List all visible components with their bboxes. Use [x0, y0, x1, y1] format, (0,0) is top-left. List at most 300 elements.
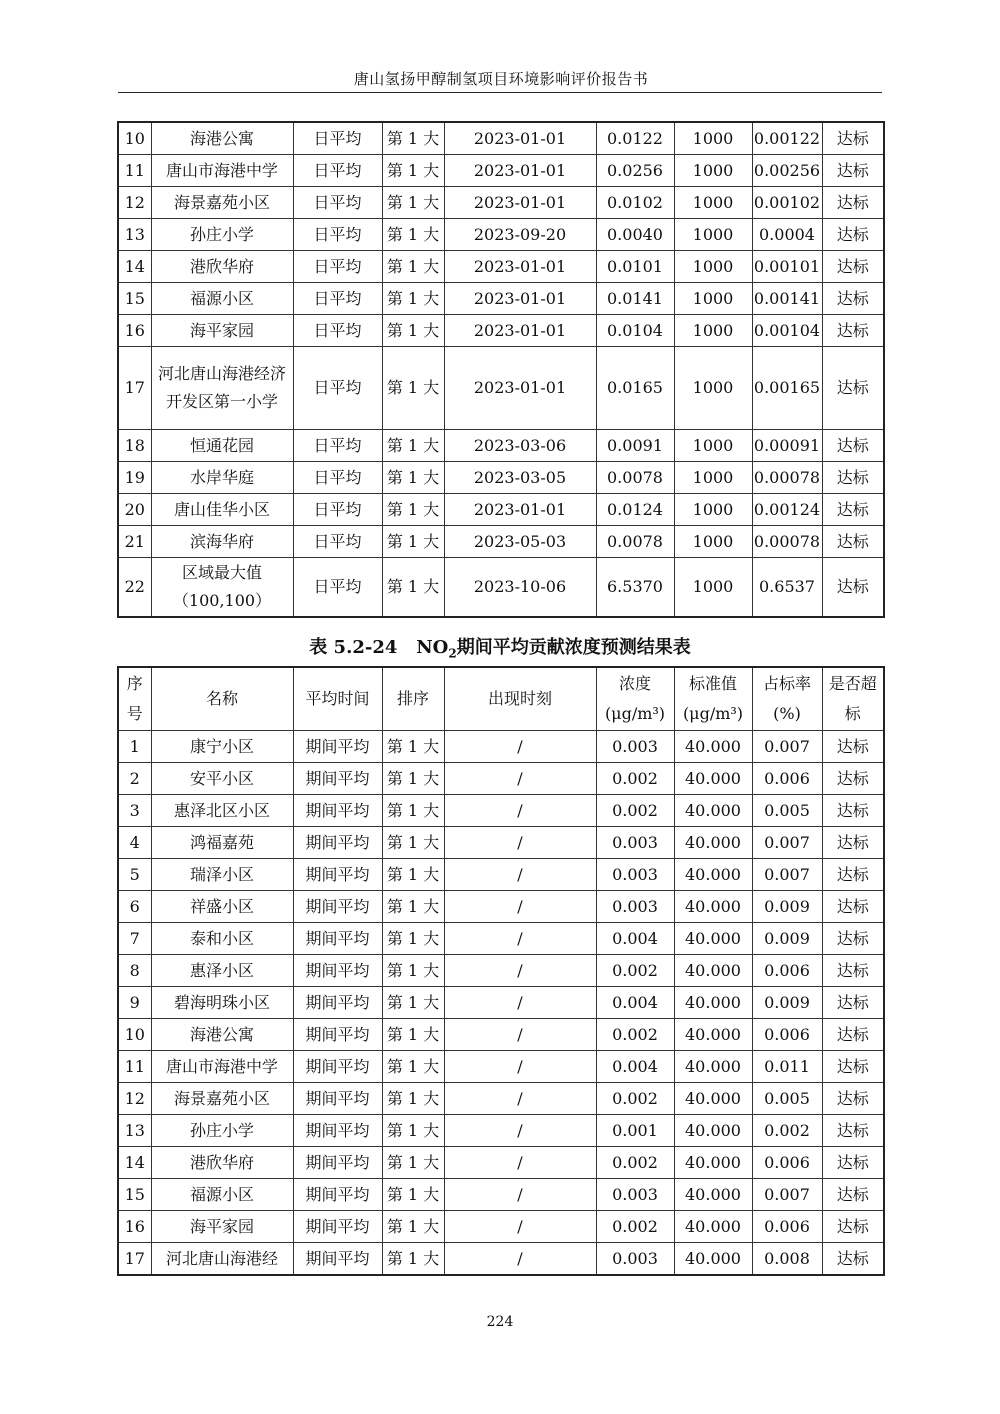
- cell-status: 达标: [822, 283, 884, 315]
- cell-name: 孙庄小学: [151, 219, 293, 251]
- cell-seq: 17: [118, 347, 151, 430]
- cell-ratio: 0.00124: [752, 494, 822, 526]
- cell-name: 河北唐山海港经: [151, 1243, 293, 1276]
- header-std-unit: (μg/m³): [682, 704, 744, 723]
- header-ratio-label: 占标率: [762, 674, 811, 693]
- table-row: [118, 859, 884, 891]
- cell-avg-time: 期间平均: [293, 763, 382, 795]
- header-conc-unit: (μg/m³): [604, 704, 666, 723]
- cell-ratio: 0.009: [752, 987, 822, 1019]
- cell-ratio: 0.00078: [752, 462, 822, 494]
- cell-ratio: 0.006: [752, 955, 822, 987]
- cell-ratio: 0.006: [752, 1211, 822, 1243]
- header-ratio: [752, 667, 822, 731]
- cell-name: 海平家园: [151, 1211, 293, 1243]
- cell-ratio: 0.007: [752, 859, 822, 891]
- cell-std: 1000: [674, 187, 752, 219]
- cell-conc: 0.002: [596, 1083, 674, 1115]
- cell-avg-time: 日平均: [293, 155, 382, 187]
- cell-rank: 第 1 大: [382, 795, 444, 827]
- cell-std: 1000: [674, 430, 752, 462]
- header-avg-time: 平均时间: [293, 667, 382, 731]
- cell-std: 1000: [674, 122, 752, 155]
- cell-time: 2023-01-01: [444, 251, 596, 283]
- cell-conc: 0.0256: [596, 155, 674, 187]
- cell-seq: 22: [118, 558, 151, 618]
- cell-name: 祥盛小区: [151, 891, 293, 923]
- cell-time: /: [444, 891, 596, 923]
- cell-name: 海港公寓: [151, 122, 293, 155]
- cell-time: /: [444, 795, 596, 827]
- cell-rank: 第 1 大: [382, 430, 444, 462]
- cell-rank: 第 1 大: [382, 1115, 444, 1147]
- cell-conc: 0.0124: [596, 494, 674, 526]
- cell-seq: 11: [118, 1051, 151, 1083]
- cell-time: /: [444, 1147, 596, 1179]
- cell-name: 海港公寓: [151, 1019, 293, 1051]
- cell-conc: 0.002: [596, 763, 674, 795]
- cell-time: 2023-09-20: [444, 219, 596, 251]
- cell-status: 达标: [822, 955, 884, 987]
- cell-name: 唐山佳华小区: [151, 494, 293, 526]
- cell-rank: 第 1 大: [382, 315, 444, 347]
- cell-std: 1000: [674, 347, 752, 430]
- cell-rank: 第 1 大: [382, 1179, 444, 1211]
- cell-avg-time: 期间平均: [293, 1211, 382, 1243]
- caption-sub: 2: [448, 646, 457, 661]
- cell-status: 达标: [822, 1211, 884, 1243]
- header-time: 出现时刻: [444, 667, 596, 731]
- cell-avg-time: 日平均: [293, 347, 382, 430]
- cell-rank: 第 1 大: [382, 1019, 444, 1051]
- cell-seq: 11: [118, 155, 151, 187]
- cell-name: 鸿福嘉苑: [151, 827, 293, 859]
- cell-seq: 1: [118, 731, 151, 763]
- cell-std: 40.000: [674, 763, 752, 795]
- table-row: [118, 1051, 884, 1083]
- cell-time: /: [444, 987, 596, 1019]
- cell-name: 水岸华庭: [151, 462, 293, 494]
- cell-seq: 18: [118, 430, 151, 462]
- table-row: [118, 283, 884, 315]
- cell-std: 40.000: [674, 1211, 752, 1243]
- caption-title: 期间平均贡献浓度预测结果表: [456, 637, 691, 658]
- cell-name: 唐山市海港中学: [151, 155, 293, 187]
- cell-seq: 12: [118, 1083, 151, 1115]
- cell-time: /: [444, 923, 596, 955]
- cell-status: 达标: [822, 155, 884, 187]
- cell-name: 海平家园: [151, 315, 293, 347]
- cell-avg-time: 期间平均: [293, 1083, 382, 1115]
- cell-std: 1000: [674, 251, 752, 283]
- cell-conc: 0.0078: [596, 526, 674, 558]
- cell-ratio: 0.00078: [752, 526, 822, 558]
- cell-name: 康宁小区: [151, 731, 293, 763]
- cell-std: 40.000: [674, 1115, 752, 1147]
- table-row: [118, 494, 884, 526]
- cell-name: 惠泽北区小区: [151, 795, 293, 827]
- cell-std: 40.000: [674, 955, 752, 987]
- table-row: [118, 1243, 884, 1276]
- cell-avg-time: 日平均: [293, 283, 382, 315]
- cell-std: 40.000: [674, 795, 752, 827]
- cell-status: 达标: [822, 526, 884, 558]
- cell-rank: 第 1 大: [382, 1211, 444, 1243]
- cell-status: 达标: [822, 1115, 884, 1147]
- cell-conc: 0.0091: [596, 430, 674, 462]
- cell-seq: 7: [118, 923, 151, 955]
- cell-rank: 第 1 大: [382, 987, 444, 1019]
- cell-rank: 第 1 大: [382, 1243, 444, 1276]
- cell-conc: 0.003: [596, 1179, 674, 1211]
- cell-ratio: 0.00091: [752, 430, 822, 462]
- cell-status: 达标: [822, 795, 884, 827]
- caption-prefix: 表 5.2-24: [309, 637, 398, 658]
- header-ratio-unit: (%): [773, 704, 801, 723]
- table-row: [118, 731, 884, 763]
- cell-conc: 0.001: [596, 1115, 674, 1147]
- cell-avg-time: 期间平均: [293, 1243, 382, 1276]
- table-row: [118, 1083, 884, 1115]
- cell-ratio: 0.011: [752, 1051, 822, 1083]
- cell-std: 1000: [674, 315, 752, 347]
- cell-time: 2023-01-01: [444, 122, 596, 155]
- cell-ratio: 0.00141: [752, 283, 822, 315]
- cell-name: 福源小区: [151, 283, 293, 315]
- cell-ratio: 0.006: [752, 763, 822, 795]
- cell-time: /: [444, 859, 596, 891]
- cell-time: /: [444, 1243, 596, 1276]
- cell-status: 达标: [822, 987, 884, 1019]
- cell-status: 达标: [822, 1083, 884, 1115]
- cell-seq: 8: [118, 955, 151, 987]
- cell-std: 1000: [674, 155, 752, 187]
- cell-ratio: 0.005: [752, 795, 822, 827]
- cell-time: /: [444, 1211, 596, 1243]
- cell-status: 达标: [822, 1051, 884, 1083]
- cell-status: 达标: [822, 122, 884, 155]
- cell-seq: 13: [118, 219, 151, 251]
- cell-conc: 0.002: [596, 955, 674, 987]
- cell-std: 40.000: [674, 1179, 752, 1211]
- cell-rank: 第 1 大: [382, 219, 444, 251]
- cell-name: 安平小区: [151, 763, 293, 795]
- cell-rank: 第 1 大: [382, 526, 444, 558]
- cell-conc: 6.5370: [596, 558, 674, 618]
- cell-ratio: 0.00104: [752, 315, 822, 347]
- cell-ratio: 0.008: [752, 1243, 822, 1276]
- cell-conc: 0.004: [596, 923, 674, 955]
- cell-ratio: 0.007: [752, 1179, 822, 1211]
- cell-time: 2023-01-01: [444, 347, 596, 430]
- cell-std: 40.000: [674, 1147, 752, 1179]
- cell-status: 达标: [822, 1147, 884, 1179]
- cell-conc: 0.0101: [596, 251, 674, 283]
- cell-ratio: 0.00102: [752, 187, 822, 219]
- header-name: 名称: [151, 667, 293, 731]
- cell-time: /: [444, 731, 596, 763]
- cell-avg-time: 日平均: [293, 187, 382, 219]
- cell-name: 惠泽小区: [151, 955, 293, 987]
- cell-seq: 21: [118, 526, 151, 558]
- cell-rank: 第 1 大: [382, 763, 444, 795]
- cell-name: 滨海华府: [151, 526, 293, 558]
- table-row: [118, 187, 884, 219]
- cell-status: 达标: [822, 891, 884, 923]
- table-row: [118, 122, 884, 155]
- cell-avg-time: 日平均: [293, 494, 382, 526]
- table-row: [118, 347, 884, 430]
- cell-status: 达标: [822, 731, 884, 763]
- cell-rank: 第 1 大: [382, 283, 444, 315]
- table-row: [118, 1179, 884, 1211]
- cell-conc: 0.0122: [596, 122, 674, 155]
- cell-seq: 10: [118, 1019, 151, 1051]
- cell-rank: 第 1 大: [382, 187, 444, 219]
- header-std: [674, 667, 752, 731]
- cell-rank: 第 1 大: [382, 1051, 444, 1083]
- cell-std: 1000: [674, 283, 752, 315]
- cell-time: /: [444, 827, 596, 859]
- cell-std: 1000: [674, 219, 752, 251]
- cell-rank: 第 1 大: [382, 462, 444, 494]
- cell-seq: 17: [118, 1243, 151, 1276]
- cell-conc: 0.004: [596, 1051, 674, 1083]
- cell-conc: 0.003: [596, 827, 674, 859]
- cell-conc: 0.0078: [596, 462, 674, 494]
- cell-ratio: 0.009: [752, 923, 822, 955]
- cell-ratio: 0.007: [752, 731, 822, 763]
- cell-rank: 第 1 大: [382, 122, 444, 155]
- cell-rank: 第 1 大: [382, 955, 444, 987]
- table2-header-row: [118, 667, 884, 731]
- table-row: [118, 430, 884, 462]
- cell-rank: 第 1 大: [382, 923, 444, 955]
- cell-avg-time: 日平均: [293, 430, 382, 462]
- cell-seq: 15: [118, 1179, 151, 1211]
- cell-seq: 2: [118, 763, 151, 795]
- cell-seq: 9: [118, 987, 151, 1019]
- cell-status: 达标: [822, 859, 884, 891]
- cell-seq: 19: [118, 462, 151, 494]
- header-std-label: 标准值: [688, 674, 737, 693]
- cell-name: 碧海明珠小区: [151, 987, 293, 1019]
- cell-time: /: [444, 1115, 596, 1147]
- cell-name: 海景嘉苑小区: [151, 1083, 293, 1115]
- cell-std: 1000: [674, 494, 752, 526]
- cell-std: 40.000: [674, 731, 752, 763]
- cell-status: 达标: [822, 494, 884, 526]
- cell-seq: 6: [118, 891, 151, 923]
- cell-avg-time: 日平均: [293, 558, 382, 618]
- cell-conc: 0.004: [596, 987, 674, 1019]
- cell-avg-time: 期间平均: [293, 955, 382, 987]
- table-row: [118, 955, 884, 987]
- cell-std: 40.000: [674, 891, 752, 923]
- cell-seq: 13: [118, 1115, 151, 1147]
- cell-status: 达标: [822, 347, 884, 430]
- cell-status: 达标: [822, 558, 884, 618]
- cell-conc: 0.003: [596, 891, 674, 923]
- cell-name: 孙庄小学: [151, 1115, 293, 1147]
- cell-avg-time: 日平均: [293, 219, 382, 251]
- cell-name: 瑞泽小区: [151, 859, 293, 891]
- table-row: [118, 526, 884, 558]
- cell-rank: 第 1 大: [382, 494, 444, 526]
- cell-time: 2023-05-03: [444, 526, 596, 558]
- cell-name: 恒通花园: [151, 430, 293, 462]
- cell-seq: 12: [118, 187, 151, 219]
- cell-status: 达标: [822, 462, 884, 494]
- cell-name: 河北唐山海港经济开发区第一小学: [151, 347, 293, 430]
- cell-std: 40.000: [674, 1243, 752, 1276]
- cell-ratio: 0.00122: [752, 122, 822, 155]
- cell-std: 40.000: [674, 987, 752, 1019]
- cell-status: 达标: [822, 430, 884, 462]
- cell-std: 40.000: [674, 859, 752, 891]
- cell-conc: 0.0104: [596, 315, 674, 347]
- cell-ratio: 0.6537: [752, 558, 822, 618]
- cell-avg-time: 日平均: [293, 462, 382, 494]
- cell-ratio: 0.002: [752, 1115, 822, 1147]
- cell-time: 2023-10-06: [444, 558, 596, 618]
- cell-conc: 0.002: [596, 1019, 674, 1051]
- cell-rank: 第 1 大: [382, 1083, 444, 1115]
- cell-avg-time: 期间平均: [293, 859, 382, 891]
- cell-ratio: 0.0004: [752, 219, 822, 251]
- cell-rank: 第 1 大: [382, 859, 444, 891]
- cell-ratio: 0.006: [752, 1019, 822, 1051]
- running-header: 唐山氢扬甲醇制氢项目环境影响评价报告书: [353, 70, 649, 88]
- cell-conc: 0.003: [596, 1243, 674, 1276]
- cell-rank: 第 1 大: [382, 827, 444, 859]
- cell-time: /: [444, 955, 596, 987]
- cell-time: 2023-01-01: [444, 283, 596, 315]
- cell-avg-time: 期间平均: [293, 1051, 382, 1083]
- cell-status: 达标: [822, 187, 884, 219]
- table-row: [118, 219, 884, 251]
- cell-conc: 0.0040: [596, 219, 674, 251]
- cell-ratio: 0.007: [752, 827, 822, 859]
- cell-avg-time: 日平均: [293, 526, 382, 558]
- table-row: [118, 1019, 884, 1051]
- cell-ratio: 0.005: [752, 1083, 822, 1115]
- caption-no: NO: [416, 637, 449, 658]
- table-row: [118, 1115, 884, 1147]
- cell-conc: 0.002: [596, 795, 674, 827]
- cell-avg-time: 期间平均: [293, 1147, 382, 1179]
- cell-name: 唐山市海港中学: [151, 1051, 293, 1083]
- header-exceed: 是否超标: [822, 667, 884, 731]
- cell-seq: 14: [118, 251, 151, 283]
- table-row: [118, 923, 884, 955]
- cell-seq: 14: [118, 1147, 151, 1179]
- cell-rank: 第 1 大: [382, 558, 444, 618]
- cell-rank: 第 1 大: [382, 155, 444, 187]
- cell-rank: 第 1 大: [382, 731, 444, 763]
- cell-std: 40.000: [674, 1051, 752, 1083]
- cell-name: 港欣华府: [151, 251, 293, 283]
- table-row: [118, 795, 884, 827]
- cell-seq: 20: [118, 494, 151, 526]
- table-no2-period-average: [117, 666, 885, 1276]
- cell-status: 达标: [822, 827, 884, 859]
- table-row: [118, 827, 884, 859]
- cell-status: 达标: [822, 1243, 884, 1276]
- cell-conc: 0.0102: [596, 187, 674, 219]
- table1-body: [118, 122, 884, 617]
- header-seq: 序号: [118, 667, 151, 731]
- cell-ratio: 0.00165: [752, 347, 822, 430]
- cell-std: 40.000: [674, 1083, 752, 1115]
- cell-conc: 0.003: [596, 859, 674, 891]
- header-conc: [596, 667, 674, 731]
- cell-avg-time: 期间平均: [293, 987, 382, 1019]
- cell-avg-time: 期间平均: [293, 1019, 382, 1051]
- header-rank: 排序: [382, 667, 444, 731]
- cell-seq: 10: [118, 122, 151, 155]
- header-rule: [118, 92, 882, 93]
- cell-avg-time: 期间平均: [293, 827, 382, 859]
- cell-name: 区域最大值（100,100）: [151, 558, 293, 618]
- header-conc-label: 浓度: [618, 674, 651, 693]
- cell-conc: 0.0141: [596, 283, 674, 315]
- cell-avg-time: 期间平均: [293, 1115, 382, 1147]
- cell-seq: 15: [118, 283, 151, 315]
- cell-rank: 第 1 大: [382, 251, 444, 283]
- table-row: [118, 1211, 884, 1243]
- cell-ratio: 0.006: [752, 1147, 822, 1179]
- cell-time: 2023-01-01: [444, 315, 596, 347]
- table-daily-average-continued: [117, 121, 885, 618]
- table-row: [118, 763, 884, 795]
- cell-std: 40.000: [674, 1019, 752, 1051]
- cell-name: 泰和小区: [151, 923, 293, 955]
- cell-name: 福源小区: [151, 1179, 293, 1211]
- cell-avg-time: 期间平均: [293, 731, 382, 763]
- cell-status: 达标: [822, 315, 884, 347]
- cell-status: 达标: [822, 1019, 884, 1051]
- cell-ratio: 0.009: [752, 891, 822, 923]
- cell-status: 达标: [822, 219, 884, 251]
- cell-avg-time: 日平均: [293, 251, 382, 283]
- cell-status: 达标: [822, 763, 884, 795]
- cell-seq: 4: [118, 827, 151, 859]
- cell-rank: 第 1 大: [382, 891, 444, 923]
- table2-body: [118, 731, 884, 1276]
- cell-rank: 第 1 大: [382, 347, 444, 430]
- cell-conc: 0.002: [596, 1211, 674, 1243]
- cell-avg-time: 日平均: [293, 122, 382, 155]
- cell-avg-time: 日平均: [293, 315, 382, 347]
- cell-rank: 第 1 大: [382, 1147, 444, 1179]
- table-row: [118, 891, 884, 923]
- table-row: [118, 558, 884, 618]
- cell-status: 达标: [822, 1179, 884, 1211]
- cell-std: 1000: [674, 462, 752, 494]
- cell-seq: 5: [118, 859, 151, 891]
- table-caption: [117, 633, 883, 661]
- cell-time: /: [444, 1083, 596, 1115]
- cell-time: /: [444, 1019, 596, 1051]
- cell-time: /: [444, 1051, 596, 1083]
- page-number: 224: [486, 1314, 514, 1330]
- cell-avg-time: 期间平均: [293, 891, 382, 923]
- cell-name: 海景嘉苑小区: [151, 187, 293, 219]
- cell-std: 40.000: [674, 827, 752, 859]
- cell-avg-time: 期间平均: [293, 795, 382, 827]
- cell-time: /: [444, 763, 596, 795]
